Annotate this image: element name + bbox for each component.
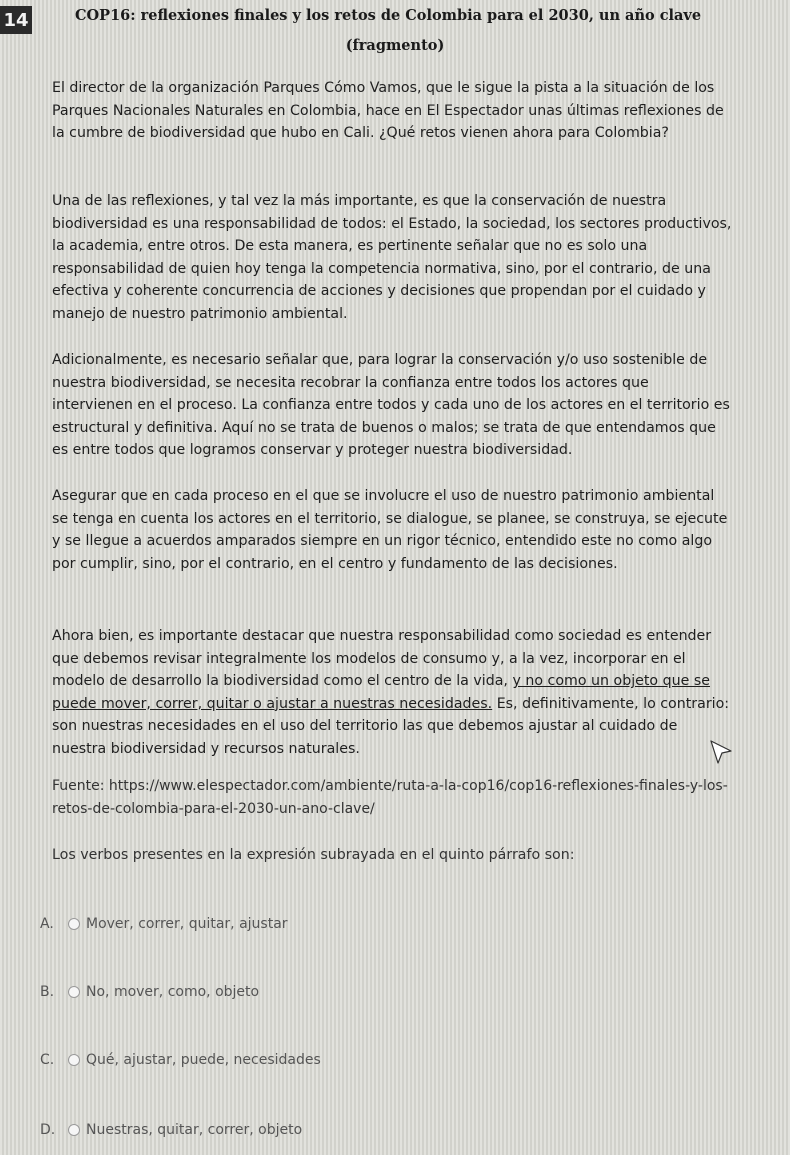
radio-icon[interactable] <box>68 986 80 998</box>
option-c[interactable] <box>40 1049 321 1071</box>
paragraph-4: Asegurar que en cada proceso en el que se involucre el uso de nuestro patrimonio ambiental se tenga en cuenta los actores en el territorio, se dialogue, se planee, se construya, se ejecute y se llegue a acuerdos amparados siempre en un rigor técnico, entendido este no como algo por cumplir, sino, por el contrario, en el centro y fundamento de las decisiones. <box>52 488 728 572</box>
option-letter: B. <box>40 984 55 1000</box>
paragraph-3: Adicionalmente, es necesario señalar que, para lograr la conservación y/o uso sostenible de nuestra biodiversidad, se necesita recobrar la confianza entre todos los actores que intervienen en el proceso. La confianza entre todos y cada uno de los actores en el territorio es estructural y definitiva. Aquí no se trata de buenos o malos; se trata de que entendamos que es entre todos que logramos conservar y proteger nuestra biodiversidad. <box>52 352 730 459</box>
option-letter: D. <box>40 1122 56 1138</box>
article-subtitle: (fragmento) <box>345 37 445 54</box>
paragraph-5-end: Es, definitivamente, lo contrario: son nuestras necesidades en el uso del territorio las que debemos ajustar al cuidado de nuestra biodiversidad y recursos naturales. <box>52 695 730 757</box>
article-title: COP16: reflexiones finales y los retos de Colombia para el 2030, un año clave <box>75 7 702 24</box>
source-citation: Fuente: https://www.elespectador.com/ambiente/ruta-a-la-cop16/cop16-reflexiones-finales-y-los-retos-de-colombia-para-el-2030-un-ano-clave/ <box>52 778 728 817</box>
paragraph-2: Una de las reflexiones, y tal vez la más importante, es que la conservación de nuestra biodiversidad es una responsabilidad de todos: el Estado, la sociedad, los sectores productivos, la academia, entre otros. De esta manera, es pertinente señalar que no es solo una responsabilidad de quien hoy tenga la competencia normativa, sino, por el contrario, de una efectiva y coherente concurrencia de acciones y decisiones que propendan por el cuidado y manejo de nuestro patrimonio ambiental. <box>52 193 732 322</box>
option-d[interactable] <box>40 1119 302 1141</box>
option-b[interactable] <box>40 981 259 1003</box>
mouse-pointer-icon <box>709 739 733 767</box>
option-text: Mover, correr, quitar, ajustar <box>86 916 288 932</box>
option-letter: C. <box>40 1052 55 1068</box>
paragraph-5 <box>52 625 732 761</box>
radio-icon[interactable] <box>68 918 80 930</box>
question-text: Los verbos presentes en la expresión subrayada en el quinto párrafo son: <box>52 847 575 863</box>
radio-icon[interactable] <box>68 1124 80 1136</box>
question-number-badge: 14 <box>0 6 32 34</box>
radio-icon[interactable] <box>68 1054 80 1066</box>
option-letter: A. <box>40 916 54 932</box>
option-a[interactable] <box>40 913 288 935</box>
underlined-expression: y no como un objeto que se puede mover, correr, quitar o ajustar a nuestras necesidades. <box>52 673 710 712</box>
paragraph-5-start: Ahora bien, es importante destacar que nuestra responsabilidad como sociedad es entender que debemos revisar integralmente los modelos de consumo y, a la vez, incorporar en el modelo de desarrollo la biodiversidad como el centro de la vida, <box>52 628 712 690</box>
option-text: Qué, ajustar, puede, necesidades <box>86 1052 321 1068</box>
paragraph-1: El director de la organización Parques Cómo Vamos, que le sigue la pista a la situación de los Parques Nacionales Naturales en Colombia, hace en El Espectador unas últimas reflexiones de la cumbre de biodiversidad que hubo en Cali. ¿Qué retos vienen ahora para Colombia? <box>52 80 724 142</box>
option-text: No, mover, como, objeto <box>86 984 260 1000</box>
option-text: Nuestras, quitar, correr, objeto <box>86 1122 303 1138</box>
